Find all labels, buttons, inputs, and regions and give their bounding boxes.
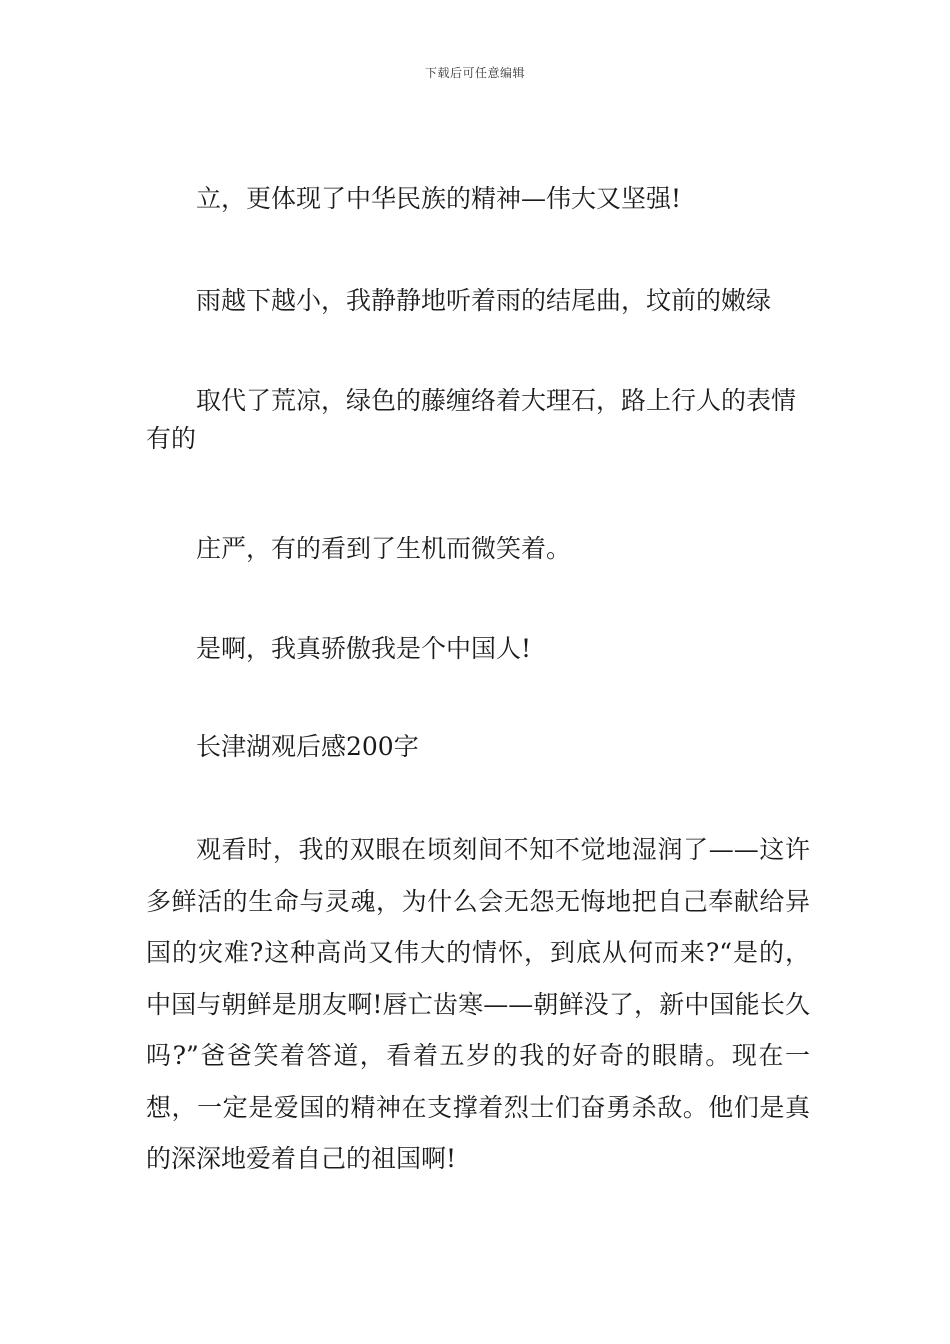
paragraph-5: 是啊，我真骄傲我是个中国人! [196, 634, 532, 663]
page-header: 下载后可任意编辑 [424, 66, 525, 80]
paragraph-2: 雨越下越小，我静静地听着雨的结尾曲，坟前的嫩绿 [196, 286, 772, 315]
section-heading: 长津湖观后感200字 [196, 732, 419, 761]
paragraph-1: 立，更体现了中华民族的精神—伟大又坚强! [196, 184, 682, 213]
paragraph-3: 取代了荒凉，绿色的藤缠络着大理石，路上行人的表情有的 [146, 386, 797, 453]
paragraph-4: 庄严，有的看到了生机而微笑着。 [196, 534, 572, 563]
paragraph-6: 观看时，我的双眼在顷刻间不知不觉地湿润了——这许多鲜活的生命与灵魂，为什么会无怨无悔地把自己奉献给异国的灾难?这种高尚又伟大的情怀，到底从何而来?“是的，中国与朝鲜是朋友啊!唇亡齿寒——朝鲜没了，新中国能长久吗?”爸爸笑着答道，看着五岁的我的好奇的眼睛。现在一想，一定是爱国的精神在支撑着烈士们奋勇杀敌。他们是真的深深地爱着自己的祖国啊! [146, 835, 810, 1173]
